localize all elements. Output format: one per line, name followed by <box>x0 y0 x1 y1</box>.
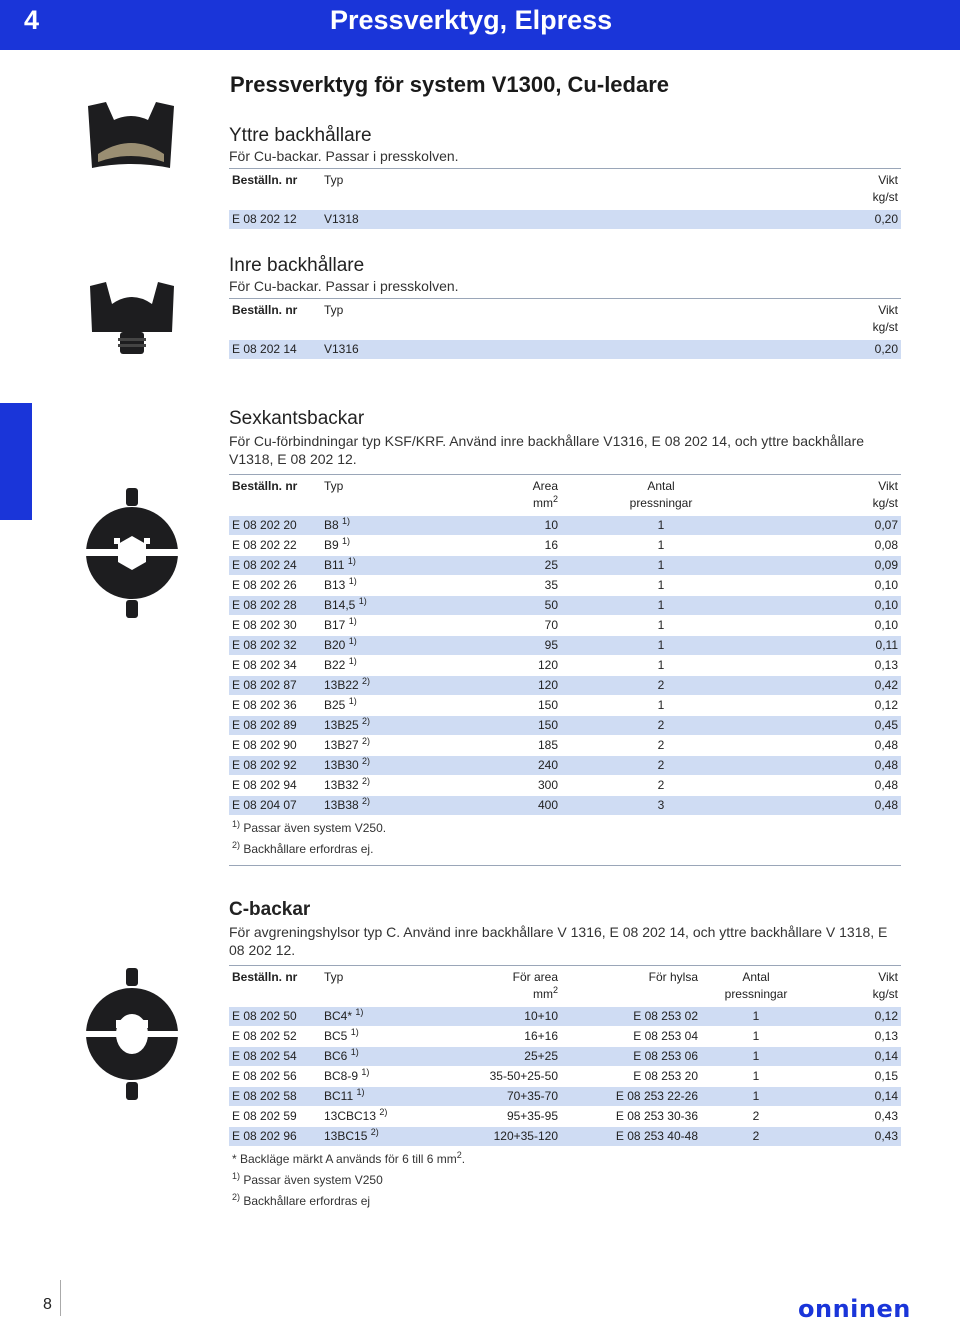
header-bar <box>0 0 960 50</box>
brand-logo: onninen <box>798 1295 911 1321</box>
table-row: E 08 202 30 B17 $^{1)}$ 70 1 0,10 <box>229 616 901 636</box>
table-row: E 08 202 94 13B32 $^{2)}$ 300 2 0,48 <box>229 776 901 796</box>
table-row: E 08 202 52 BC5 $^{1)}$ 16+16 E 08 253 04 1 0,13 <box>229 1027 901 1047</box>
col-weight: Vikt kg/st <box>872 479 898 510</box>
footnote: $^{1)}$ Passar även system V250 <box>232 1171 383 1187</box>
col-weight: Vikt kg/st <box>872 970 898 1001</box>
col-area: Area $mm^2$ <box>532 479 558 510</box>
footer-divider <box>60 1280 61 1316</box>
outer-holder-image <box>84 98 178 178</box>
footnote: $^{2)}$ Backhållare erfordras ej <box>232 1192 371 1208</box>
table-row: E 08 202 34 B22 $^{1)}$ 120 1 0,13 <box>229 656 901 676</box>
col-area: För area $mm^2$ <box>512 970 558 1001</box>
table-row: E 08 202 58 BC11 $^{1)}$ 70+35-70 E 08 253 22-26 1 0,14 <box>229 1087 901 1107</box>
section-hex-dies <box>229 408 901 866</box>
table-row: E 08 202 32 B20 $^{1)}$ 95 1 0,11 <box>229 636 901 656</box>
table-row: E 08 202 22 B9 $^{1)}$ 16 1 0,08 <box>229 536 901 556</box>
inner-holder-image <box>86 280 178 360</box>
outer-holder-table <box>229 168 901 229</box>
col-count: Antal pressningar <box>629 479 693 510</box>
side-tab-marker <box>0 403 32 520</box>
section-description: För Cu-backar. Passar i presskolven. <box>229 148 459 164</box>
section-title: Inre backhållare <box>229 255 365 276</box>
table-row: E 08 202 36 B25 $^{1)}$ 150 1 0,12 <box>229 696 901 716</box>
table-row: E 08 202 59 13CBC13 $^{2)}$ 95+35-95 E 08 253 30-36 2 0,43 <box>229 1107 901 1127</box>
section-description: För Cu-förbindningar typ KSF/KRF. Använd inre backhållare V1316, E 08 202 14, och yttre backhållare V1318, E 08 202 12. <box>229 433 865 467</box>
table-row: E 08 202 87 13B22 $^{2)}$ 120 2 0,42 <box>229 676 901 696</box>
c-dies-table <box>229 965 901 1146</box>
page-number: 8 <box>43 1296 52 1313</box>
table-row: E 08 202 96 13BC15 $^{2)}$ 120+35-120 E 08 253 40-48 2 0,43 <box>229 1127 901 1147</box>
table-row: E 08 202 24 B11 $^{1)}$ 25 1 0,09 <box>229 556 901 576</box>
col-sleeve: För hylsa <box>648 970 698 984</box>
table-row: E 08 202 89 13B25 $^{2)}$ 150 2 0,45 <box>229 716 901 736</box>
footnotes <box>229 1146 901 1217</box>
col-order-number: Beställn. nr <box>232 173 298 187</box>
table-row: E 08 202 26 B13 $^{1)}$ 35 1 0,10 <box>229 576 901 596</box>
col-type: Typ <box>324 173 344 187</box>
section-title: Sexkantsbackar <box>229 408 365 429</box>
col-order-number: Beställn. nr <box>232 479 298 493</box>
section-inner-holder <box>229 255 901 359</box>
col-order-number: Beställn. nr <box>232 970 298 984</box>
col-count: Antal pressningar <box>724 970 788 1001</box>
hexagon-die-image <box>86 488 178 618</box>
star-note: * Backläge märkt A används för 6 till 6 $mm^2$. <box>232 1150 466 1166</box>
chapter-number: 4 <box>24 5 40 35</box>
table-row: E 08 204 07 13B38 $^{2)}$ 400 3 0,48 <box>229 796 901 816</box>
col-order-number: Beställn. nr <box>232 303 298 317</box>
footnotes <box>229 815 901 866</box>
table-row: E 08 202 54 BC6 $^{1)}$ 25+25 E 08 253 06 1 0,14 <box>229 1047 901 1067</box>
col-weight: Vikt kg/st <box>872 303 898 334</box>
section-title: Yttre backhållare <box>229 125 372 146</box>
page-title: Pressverktyg för system V1300, Cu-ledare <box>230 72 670 97</box>
section-description: För avgreningshylsor typ C. Använd inre backhållare V 1316, E 08 202 14, och yttre backhållare V 1318, E 08 202 12. <box>229 924 888 958</box>
col-type: Typ <box>324 970 344 984</box>
table-row: E 08 202 14 V1316 0,20 <box>229 340 901 360</box>
table-row: E 08 202 28 B14,5 $^{1)}$ 50 1 0,10 <box>229 596 901 616</box>
c-die-image <box>86 968 178 1100</box>
section-description: För Cu-backar. Passar i presskolven. <box>229 278 459 294</box>
table-row: E 08 202 50 BC4* $^{1)}$ 10+10 E 08 253 02 1 0,12 <box>229 1007 901 1027</box>
footnote: $^{1)}$ Passar även system V250. <box>232 819 387 835</box>
inner-holder-table <box>229 298 901 359</box>
table-row: E 08 202 90 13B27 $^{2)}$ 185 2 0,48 <box>229 736 901 756</box>
table-row: E 08 202 20 B8 $^{1)}$ 10 1 0,07 <box>229 516 901 536</box>
chapter-title: Pressverktyg, Elpress <box>330 5 613 35</box>
hex-dies-table <box>229 474 901 815</box>
table-row: E 08 202 56 BC8-9 $^{1)}$ 35-50+25-50 E 08 253 20 1 0,15 <box>229 1067 901 1087</box>
col-type: Typ <box>324 303 344 317</box>
table-row: E 08 202 92 13B30 $^{2)}$ 240 2 0,48 <box>229 756 901 776</box>
section-title: C-backar <box>229 899 311 920</box>
section-c-dies <box>229 899 901 1217</box>
table-row: E 08 202 12 V1318 0,20 <box>229 210 901 230</box>
col-type: Typ <box>324 479 344 493</box>
col-weight: Vikt kg/st <box>872 173 898 204</box>
footnote: $^{2)}$ Backhållare erfordras ej. <box>232 840 374 856</box>
section-outer-holder <box>229 125 901 229</box>
